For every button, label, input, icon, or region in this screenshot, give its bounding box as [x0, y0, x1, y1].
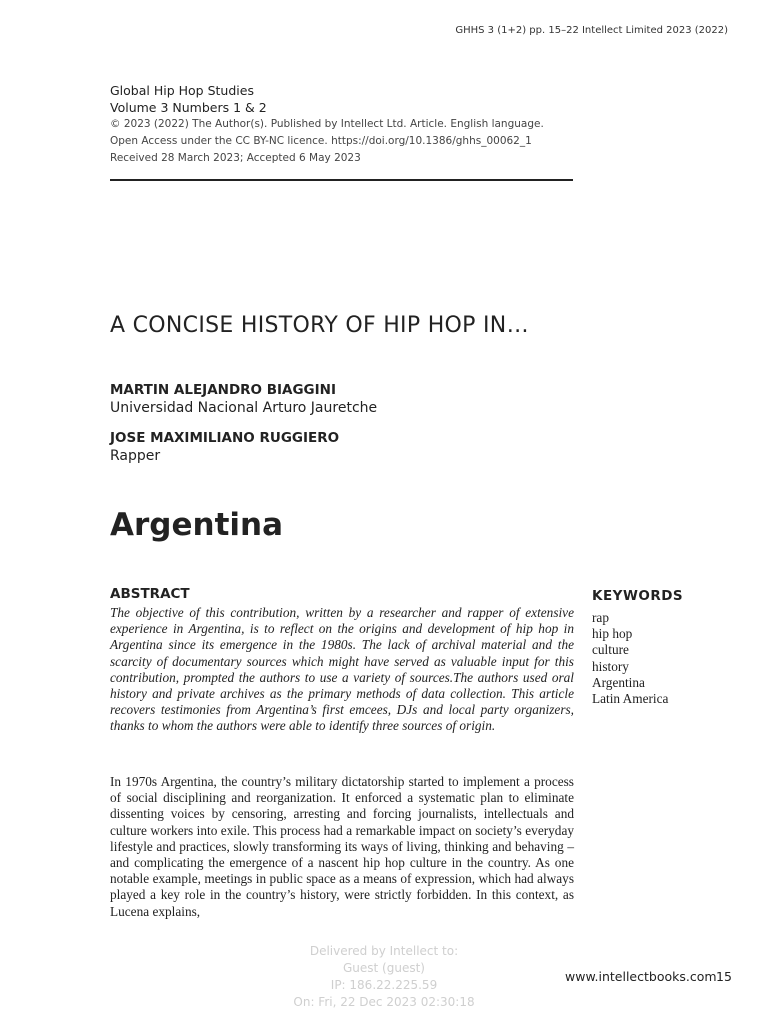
author-affiliation-2: Rapper: [110, 448, 161, 464]
keyword-item: Latin America: [592, 691, 669, 707]
keyword-item: culture: [592, 642, 629, 658]
watermark-line: On: Fri, 22 Dec 2023 02:30:18: [293, 995, 475, 1009]
keyword-item: rap: [592, 610, 609, 625]
watermark-line: Guest (guest): [343, 961, 425, 975]
volume-info: Volume 3 Numbers 1 & 2: [110, 100, 267, 115]
abstract-text: The objective of this contribution, written by a researcher and rapper of extensive experience in Argentina, is to reflect on the origins and development of hip hop in Argentina since its emergence in the 1980s. The lack of archival material and the scarcity of documentary sources which might have served as valuable input for this contribution, prompted the authors to use a variety of sources.The authors used oral history and private archives as the primary methods of data collection. This article recovers testimonies from Argentina’s first emcees, DJs and local party organizers, thanks to whom the authors were able to identify three sources of origin.: [110, 605, 574, 734]
running-head: GHHS 3 (1+2) pp. 15–22 Intellect Limited 2023 (2022): [455, 25, 728, 36]
keyword-item: Argentina: [592, 674, 645, 690]
body-paragraph: In 1970s Argentina, the country’s military dictatorship started to implement a process of social disciplining and reorganization. It enforced a systematic plan to eliminate dissenting voices by censoring, arresting and forcing journalists, intellectuals and culture workers into exile. This process had a remarkable impact on society’s everyday lifestyle and practices, slowly transforming its ways of living, thinking and behaving – and complicating the emergence of a nascent hip hop culture in the country. As one notable example, meetings in public space as a means of expression, which had always played a key role in the country’s history, were strictly forbidden. In this context, as Lucena explains,: [110, 774, 574, 919]
article-title-line1: A CONCISE HISTORY OF HIP HOP IN…: [110, 313, 529, 338]
author-name-1: MARTIN ALEJANDRO BIAGGINI: [110, 382, 336, 398]
open-access-line: Open Access under the CC BY-NC licence. https://doi.org/10.1386/ghhs_00062_1: [110, 135, 532, 147]
keywords-list: [592, 610, 668, 707]
keyword-item: history: [592, 658, 629, 674]
article-title-line2: Argentina: [110, 507, 283, 543]
footer-url: www.intellectbooks.com: [565, 969, 717, 984]
delivery-watermark: [234, 943, 534, 1011]
keyword-item: hip hop: [592, 626, 633, 642]
journal-name: Global Hip Hop Studies: [110, 83, 254, 98]
keywords-heading: KEYWORDS: [592, 588, 684, 604]
copyright-line: © 2023 (2022) The Author(s). Published by Intellect Ltd. Article. English language.: [110, 118, 544, 130]
watermark-line: IP: 186.22.225.59: [330, 978, 438, 992]
metadata-divider: [110, 179, 573, 181]
watermark-line: Delivered by Intellect to:: [309, 944, 459, 958]
page-number: 15: [716, 969, 732, 984]
abstract-heading: ABSTRACT: [110, 586, 190, 602]
author-name-2: JOSE MAXIMILIANO RUGGIERO: [110, 430, 340, 446]
article-metadata: [110, 82, 573, 167]
received-line: Received 28 March 2023; Accepted 6 May 2023: [110, 152, 361, 164]
author-affiliation-1: Universidad Nacional Arturo Jauretche: [110, 400, 378, 416]
